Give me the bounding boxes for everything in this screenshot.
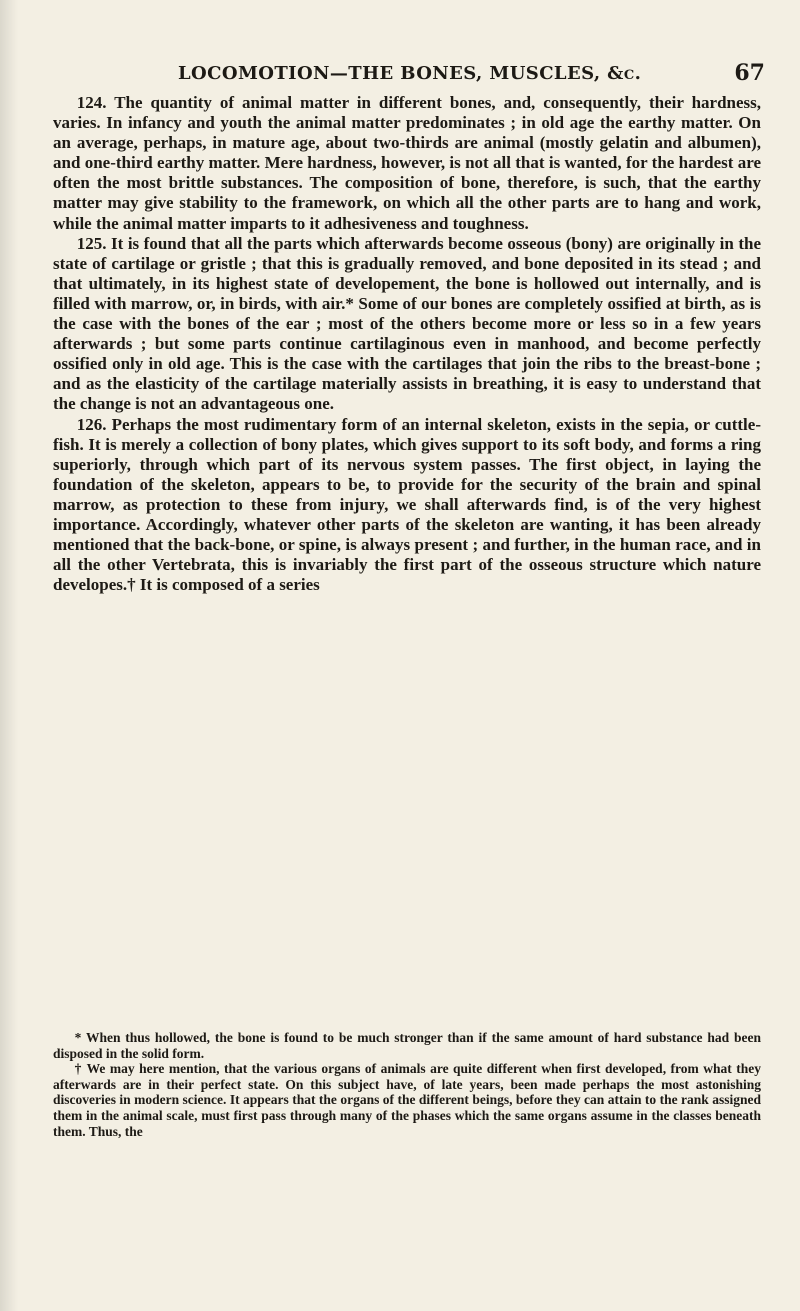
footnote-dagger: † We may here mention, that the various organs of animals are quite different when first developed, from what they afterwards are in their perfect state. On this subject have, of late years, been made perhaps the most astonishing discoveries in modern science. It appears that the organs of the different beings, before they can attain to the rank assigned them in the animal scale, must first pass through many of the phases which the same organs assume in the classes beneath them. Thus, the [53,1061,761,1139]
page-number: 67 [734,60,765,86]
running-head: LOCOMOTION—THE BONES, MUSCLES, &c. [178,63,642,84]
footnotes [53,1030,761,1139]
paragraph-125: 125. It is found that all the parts which afterwards become osseous (bony) are originally in the state of cartilage or gristle ; that this is gradually removed, and bone deposited in its stead ; and that ultimately, in its highest state of developement, the bone is hollowed out internally, and is filled with marrow, or, in birds, with air.* Some of our bones are completely ossified at birth, as is the case with the bones of the ear ; most of the others become more or less so in a few years afterwards ; but some parts continue cartilaginous even in manhood, and become perfectly ossified only in old age. This is the case with the cartilages that join the ribs to the breast-bone ; and as the elasticity of the cartilage materially assists in breathing, it is easy to understand that the change is not an advantageous one. [53,233,761,414]
paragraph-124: 124. The quantity of animal matter in different bones, and, consequently, their hardness, varies. In infancy and youth the animal matter predominates ; in old age the earthy matter. On an average, perhaps, in mature age, about two-thirds are animal (mostly gelatin and albumen), and one-third earthy matter. Mere hardness, however, is not all that is wanted, for the hardest are often the most brittle substances. The composition of bone, therefore, is such, that the earthy matter may give stability to the framework, on which all the other parts are to hang and work, while the animal matter imparts to it adhesiveness and toughness. [53,93,761,233]
body-text [53,93,761,595]
footnote-asterisk: * When thus hollowed, the bone is found to be much stronger than if the same amount of hard substance had been disposed in the solid form. [53,1030,761,1061]
paragraph-126: 126. Perhaps the most rudimentary form of an internal skeleton, exists in the sepia, or cuttle-fish. It is merely a collection of bony plates, which gives support to its soft body, and forms a ring superiorly, through which part of its nervous system passes. The first object, in laying the foundation of the skeleton, appears to be, to provide for the security of the brain and spinal marrow, as protection to these from injury, we shall afterwards find, is of the very highest importance. Accordingly, whatever other parts of the skeleton are wanting, it has been already mentioned that the back-bone, or spine, is always present ; and further, in the human race, and in all the other Vertebrata, this is invariably the first part of the osseous structure which nature developes.† It is composed of a series [53,414,761,595]
page-gutter-shadow [0,0,18,1311]
